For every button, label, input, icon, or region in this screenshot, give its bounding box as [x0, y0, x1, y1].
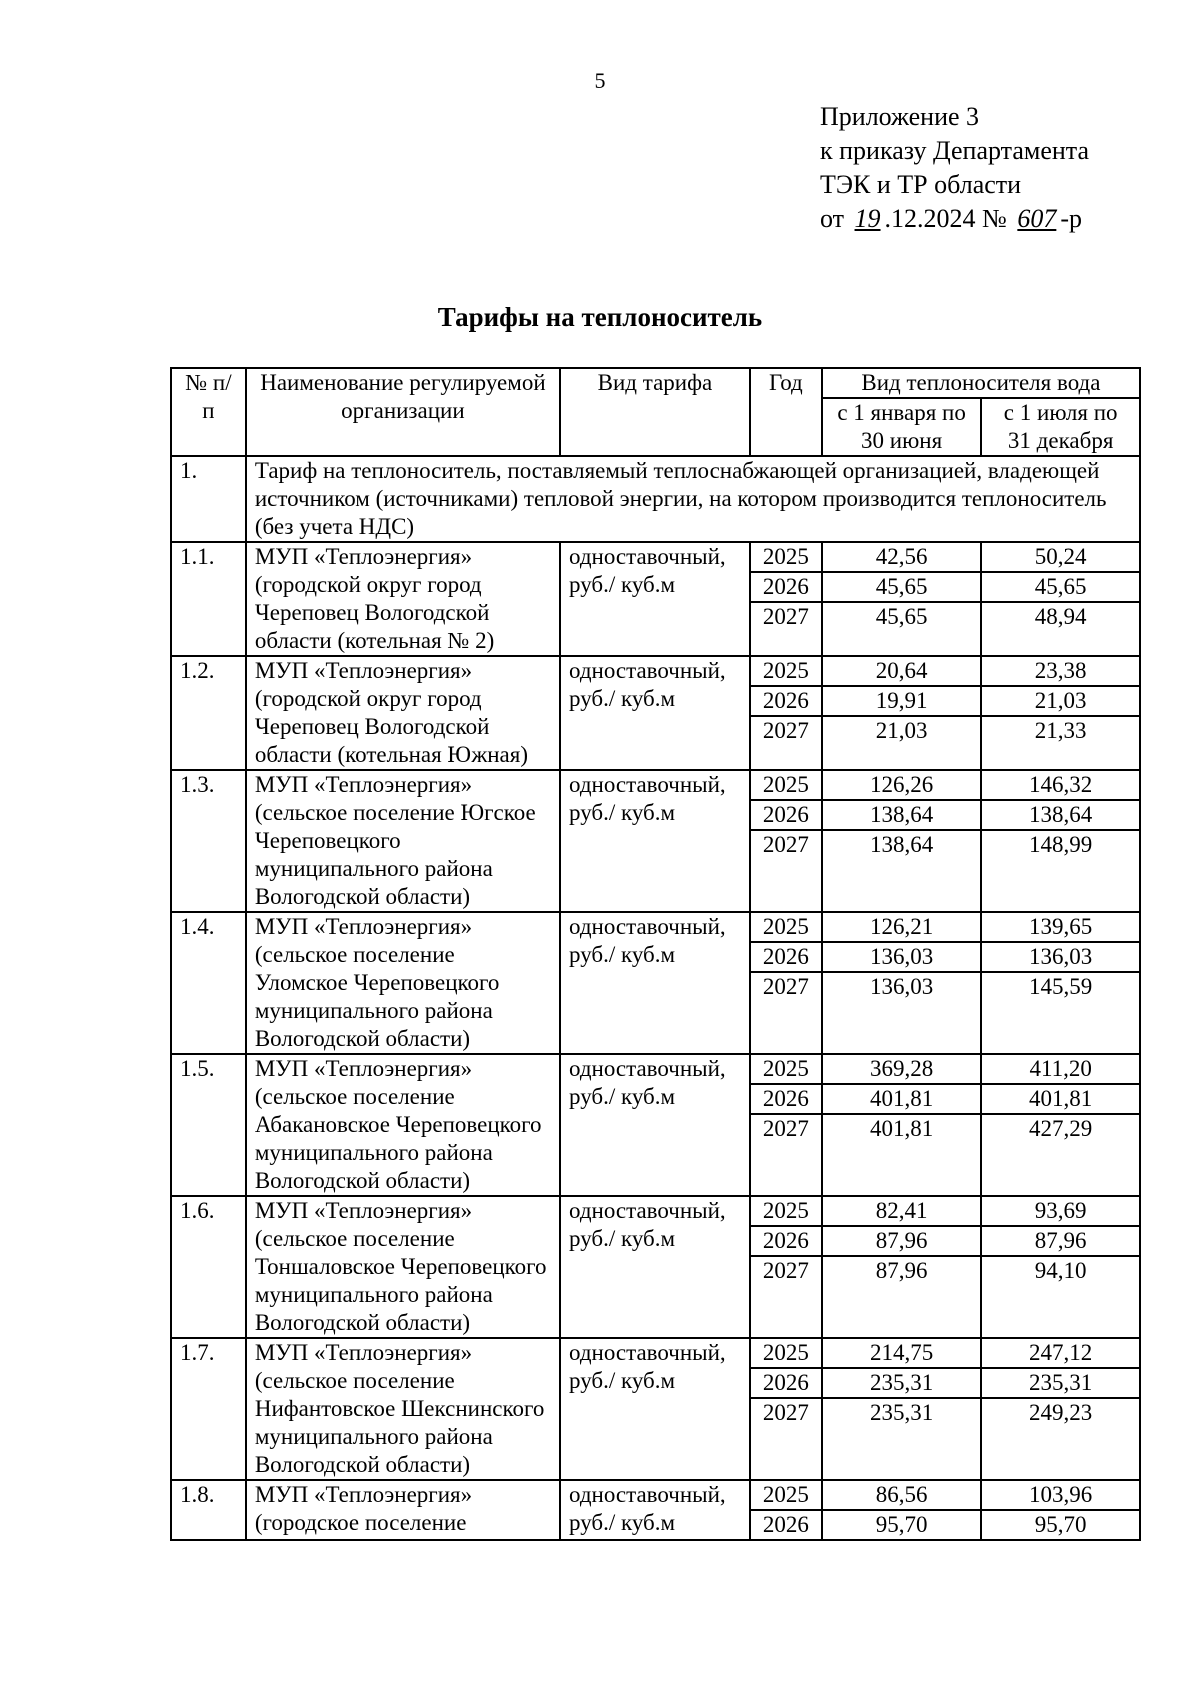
- tariff-type: одноставочный, руб./ куб.м: [560, 1196, 750, 1338]
- row-number: 1.2.: [171, 656, 246, 770]
- header-period-2: с 1 июля по 31 декабря: [981, 398, 1140, 456]
- value-jan-jun: 45,65: [822, 572, 982, 602]
- value-jan-jun: 86,56: [822, 1480, 982, 1510]
- date-rest: .12.2024 №: [884, 204, 1007, 233]
- value-jan-jun: 138,64: [822, 800, 982, 830]
- value-jul-dec: 411,20: [981, 1054, 1140, 1084]
- value-jul-dec: 145,59: [981, 972, 1140, 1054]
- year-cell: 2025: [750, 656, 822, 686]
- value-jul-dec: 249,23: [981, 1398, 1140, 1480]
- value-jan-jun: 19,91: [822, 686, 982, 716]
- value-jul-dec: 138,64: [981, 800, 1140, 830]
- tariffs-table: [170, 367, 1141, 1541]
- table-row: [171, 912, 1140, 942]
- value-jul-dec: 21,33: [981, 716, 1140, 770]
- value-jul-dec: 235,31: [981, 1368, 1140, 1398]
- value-jul-dec: 148,99: [981, 830, 1140, 912]
- value-jul-dec: 45,65: [981, 572, 1140, 602]
- year-cell: 2026: [750, 942, 822, 972]
- value-jan-jun: 369,28: [822, 1054, 982, 1084]
- year-cell: 2025: [750, 912, 822, 942]
- header-row: [171, 368, 1140, 398]
- section-row: [171, 456, 1140, 542]
- date-prefix: от: [820, 204, 845, 233]
- value-jan-jun: 87,96: [822, 1226, 982, 1256]
- tariff-type: одноставочный, руб./ куб.м: [560, 1338, 750, 1480]
- year-cell: 2025: [750, 1480, 822, 1510]
- value-jan-jun: 87,96: [822, 1256, 982, 1338]
- tariff-type: одноставочный, руб./ куб.м: [560, 912, 750, 1054]
- order-number: 607: [1017, 204, 1057, 233]
- year-cell: 2026: [750, 1510, 822, 1540]
- year-cell: 2026: [750, 1084, 822, 1114]
- row-number: 1.6.: [171, 1196, 246, 1338]
- table-row: [171, 1338, 1140, 1368]
- year-cell: 2027: [750, 602, 822, 656]
- value-jul-dec: 247,12: [981, 1338, 1140, 1368]
- tariff-type: одноставочный, руб./ куб.м: [560, 770, 750, 912]
- value-jan-jun: 95,70: [822, 1510, 982, 1540]
- order-suffix: -р: [1060, 204, 1083, 233]
- document-title: Тарифы на теплоноситель: [437, 302, 763, 332]
- appendix-line-2: к приказу Департамента: [820, 136, 1090, 165]
- header-type: Вид тарифа: [560, 368, 750, 456]
- tariff-type: одноставочный, руб./ куб.м: [560, 656, 750, 770]
- value-jul-dec: 103,96: [981, 1480, 1140, 1510]
- value-jul-dec: 95,70: [981, 1510, 1140, 1540]
- table-row: [171, 542, 1140, 572]
- year-cell: 2025: [750, 770, 822, 800]
- row-number: 1.1.: [171, 542, 246, 656]
- appendix-block: [820, 100, 1089, 236]
- year-cell: 2027: [750, 716, 822, 770]
- value-jan-jun: 126,21: [822, 912, 982, 942]
- value-jul-dec: 48,94: [981, 602, 1140, 656]
- appendix-line-1: Приложение 3: [820, 102, 980, 131]
- year-cell: 2026: [750, 572, 822, 602]
- value-jan-jun: 401,81: [822, 1084, 982, 1114]
- row-number: 1.3.: [171, 770, 246, 912]
- value-jul-dec: 136,03: [981, 942, 1140, 972]
- table-row: [171, 1054, 1140, 1084]
- organization-name: МУП «Теплоэнергия» (городской округ город Череповец Вологодской области (котельная № 2): [246, 542, 560, 656]
- table-row: [171, 656, 1140, 686]
- value-jan-jun: 82,41: [822, 1196, 982, 1226]
- organization-name: МУП «Теплоэнергия» (сельское поселение Тоншаловское Череповецкого муниципального района Вологодской области): [246, 1196, 560, 1338]
- value-jul-dec: 146,32: [981, 770, 1140, 800]
- tariff-type: одноставочный, руб./ куб.м: [560, 1054, 750, 1196]
- table-row: [171, 1196, 1140, 1226]
- header-period-1: с 1 января по 30 июня: [822, 398, 982, 456]
- header-year: Год: [750, 368, 822, 456]
- value-jan-jun: 136,03: [822, 972, 982, 1054]
- year-cell: 2026: [750, 1368, 822, 1398]
- year-cell: 2026: [750, 1226, 822, 1256]
- year-cell: 2025: [750, 542, 822, 572]
- value-jul-dec: 50,24: [981, 542, 1140, 572]
- section-num: 1.: [171, 456, 246, 542]
- year-cell: 2025: [750, 1196, 822, 1226]
- value-jan-jun: 235,31: [822, 1368, 982, 1398]
- tariff-type: одноставочный, руб./ куб.м: [560, 1480, 750, 1540]
- row-number: 1.4.: [171, 912, 246, 1054]
- organization-name: МУП «Теплоэнергия» (городское поселение: [246, 1480, 560, 1540]
- organization-name: МУП «Теплоэнергия» (городской округ город Череповец Вологодской области (котельная Южная): [246, 656, 560, 770]
- value-jan-jun: 138,64: [822, 830, 982, 912]
- value-jan-jun: 42,56: [822, 542, 982, 572]
- row-number: 1.8.: [171, 1480, 246, 1540]
- date-day: 19: [854, 204, 881, 233]
- organization-name: МУП «Теплоэнергия» (сельское поселение Югское Череповецкого муниципального района Вологодской области): [246, 770, 560, 912]
- value-jul-dec: 401,81: [981, 1084, 1140, 1114]
- value-jul-dec: 93,69: [981, 1196, 1140, 1226]
- value-jan-jun: 401,81: [822, 1114, 982, 1196]
- value-jan-jun: 136,03: [822, 942, 982, 972]
- tariff-type: одноставочный, руб./ куб.м: [560, 542, 750, 656]
- table-row: [171, 1480, 1140, 1510]
- page-number: 5: [594, 68, 606, 93]
- row-number: 1.5.: [171, 1054, 246, 1196]
- value-jan-jun: 126,26: [822, 770, 982, 800]
- section-text: Тариф на теплоноситель, поставляемый теплоснабжающей организацией, владеющей источником (источниками) тепловой энергии, на котором производится теплоноситель (без учета НДС): [246, 456, 1140, 542]
- value-jul-dec: 139,65: [981, 912, 1140, 942]
- value-jul-dec: 23,38: [981, 656, 1140, 686]
- year-cell: 2026: [750, 800, 822, 830]
- organization-name: МУП «Теплоэнергия» (сельское поселение Абакановское Череповецкого муниципального района Вологодской области): [246, 1054, 560, 1196]
- value-jan-jun: 21,03: [822, 716, 982, 770]
- value-jul-dec: 427,29: [981, 1114, 1140, 1196]
- value-jan-jun: 214,75: [822, 1338, 982, 1368]
- value-jan-jun: 20,64: [822, 656, 982, 686]
- value-jul-dec: 94,10: [981, 1256, 1140, 1338]
- year-cell: 2027: [750, 972, 822, 1054]
- value-jul-dec: 21,03: [981, 686, 1140, 716]
- header-num: № п/п: [171, 368, 246, 456]
- value-jul-dec: 87,96: [981, 1226, 1140, 1256]
- row-number: 1.7.: [171, 1338, 246, 1480]
- year-cell: 2027: [750, 1114, 822, 1196]
- header-org: Наименование регулируемой организации: [246, 368, 560, 456]
- year-cell: 2025: [750, 1338, 822, 1368]
- appendix-line-3: ТЭК и ТР области: [820, 170, 1022, 199]
- year-cell: 2027: [750, 1256, 822, 1338]
- organization-name: МУП «Теплоэнергия» (сельское поселение Нифантовское Шекснинского муниципального района Вологодской области): [246, 1338, 560, 1480]
- year-cell: 2027: [750, 1398, 822, 1480]
- organization-name: МУП «Теплоэнергия» (сельское поселение Уломское Череповецкого муниципального района Вологодской области): [246, 912, 560, 1054]
- value-jan-jun: 235,31: [822, 1398, 982, 1480]
- header-group: Вид теплоносителя вода: [822, 368, 1140, 398]
- appendix-date-line: [820, 202, 1089, 236]
- value-jan-jun: 45,65: [822, 602, 982, 656]
- year-cell: 2027: [750, 830, 822, 912]
- year-cell: 2026: [750, 686, 822, 716]
- table-row: [171, 770, 1140, 800]
- year-cell: 2025: [750, 1054, 822, 1084]
